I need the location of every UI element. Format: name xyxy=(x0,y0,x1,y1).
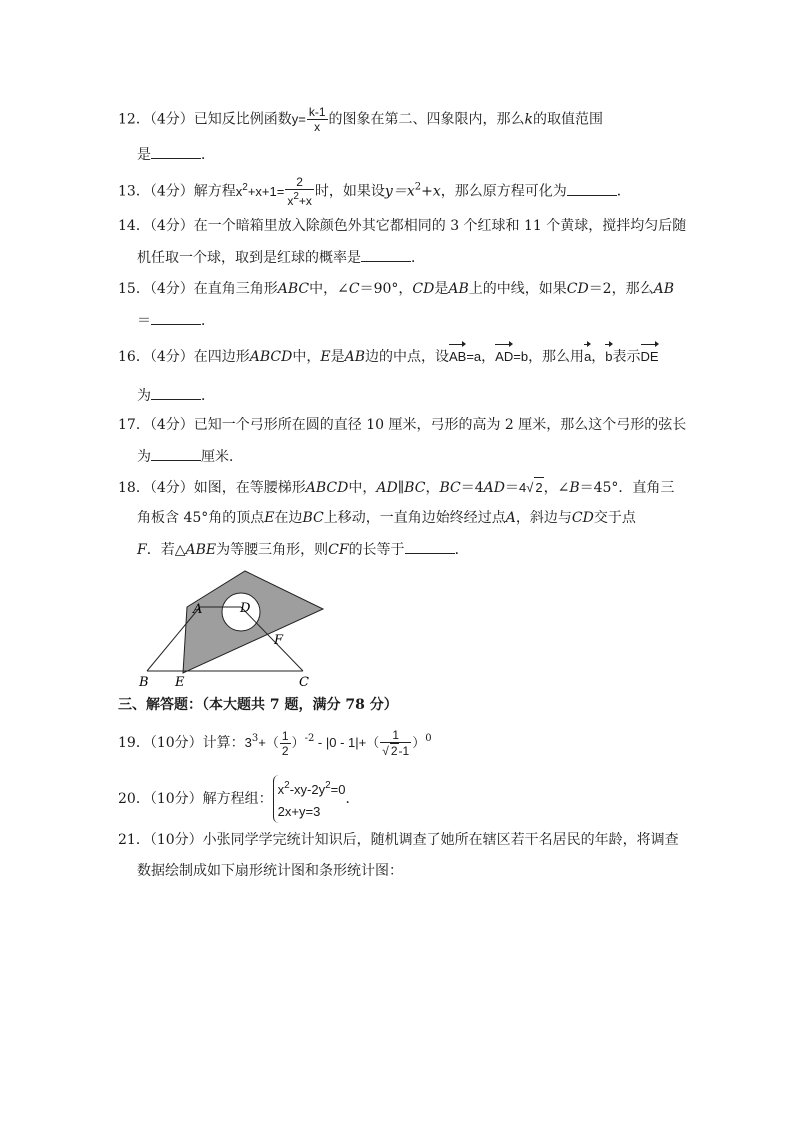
question-text: ，那么原方程可化为 xyxy=(440,183,567,200)
question-text: 的取值范围 xyxy=(533,111,603,128)
var: AB xyxy=(653,281,675,297)
fraction-denominator: x xyxy=(314,120,321,134)
substitution: y＝x xyxy=(384,183,415,200)
sqrt-radicand: 2 xyxy=(534,477,543,498)
var: BC xyxy=(439,480,461,496)
score: （10分） xyxy=(149,735,203,751)
punctuation: ． xyxy=(201,313,215,329)
geometry-figure xyxy=(135,565,335,690)
paren: ） xyxy=(291,735,305,750)
section-title: 三、解答题：（本大题共 7 题，满分 78 分） xyxy=(118,697,398,713)
question-number: 17． xyxy=(118,417,150,433)
fraction-numerator: 1 xyxy=(281,728,289,743)
label-a: A xyxy=(193,602,203,617)
question-text: ＝4 xyxy=(460,480,484,496)
var-x: x xyxy=(235,183,243,199)
substitution-rest: +x xyxy=(421,183,441,200)
sqrt-radicand: 2 xyxy=(390,744,398,758)
sqrt-symbol: √ xyxy=(526,480,534,495)
equation-rest: +x+1= xyxy=(247,183,285,199)
answer-blank[interactable] xyxy=(567,181,617,196)
fraction xyxy=(307,105,328,134)
punctuation: ． xyxy=(201,388,215,404)
function-lhs: y= xyxy=(291,111,306,127)
question-20 xyxy=(118,775,360,823)
question-15-line1 xyxy=(118,279,674,299)
vector-de: DE xyxy=(641,347,659,367)
var: AD xyxy=(483,480,505,496)
vector-eq: =a xyxy=(466,349,482,364)
expression: - |0 - 1|+（ xyxy=(314,735,380,750)
question-text: 的长等于 xyxy=(348,542,405,558)
var: A xyxy=(505,510,516,526)
label-b: B xyxy=(139,675,149,690)
var: CD xyxy=(566,281,589,297)
exponent: 2 xyxy=(284,780,290,791)
exponent: 0 xyxy=(425,733,432,744)
fraction-numerator: 2 xyxy=(285,175,314,190)
punctuation: ， xyxy=(591,349,606,365)
exponent: -2 xyxy=(304,733,315,744)
question-21-line2 xyxy=(137,861,403,881)
vector-ab: AB xyxy=(449,347,466,367)
fraction-denominator: 2 xyxy=(281,743,289,758)
question-15-line2 xyxy=(137,310,215,331)
answer-blank[interactable] xyxy=(151,385,201,400)
fraction-numerator: 1 xyxy=(380,728,411,743)
paren: ） xyxy=(412,735,426,750)
question-text: 为等腰三角形，则 xyxy=(216,542,329,558)
label-f: F xyxy=(274,633,284,648)
equation-mid: -xy-2y xyxy=(289,782,326,797)
question-text: 交于点 xyxy=(593,510,636,526)
question-text: 的图象在第二、四象限内，那么 xyxy=(328,111,525,128)
question-text: 机任取一个球，取到是红球的概率是 xyxy=(137,250,361,266)
question-text: ＝ xyxy=(504,480,519,496)
question-text: 数据绘制成如下扇形统计图和条形统计图： xyxy=(137,863,403,879)
punctuation: ， xyxy=(481,349,496,365)
score: （4分） xyxy=(149,349,194,365)
score: （4分） xyxy=(149,281,194,297)
question-text: 中， xyxy=(348,480,377,496)
equation-end: =0 xyxy=(330,782,346,797)
question-text: 为 xyxy=(137,388,151,404)
question-text: 在四边形 xyxy=(193,349,250,365)
question-text: 在直角三角形 xyxy=(193,281,278,297)
score: （4分） xyxy=(149,218,194,234)
question-text: 边的中点，设 xyxy=(365,349,449,365)
exponent: 2 xyxy=(414,181,422,193)
variable: k xyxy=(524,111,533,128)
fraction-denominator xyxy=(285,190,314,208)
fraction-half xyxy=(280,729,291,758)
base: 3 xyxy=(244,735,252,750)
question-text: 解方程 xyxy=(193,183,236,200)
question-text: 上移动，一直角边始终经过点 xyxy=(323,510,506,526)
denominator-rest: +x xyxy=(298,194,312,208)
punctuation: ． xyxy=(411,250,425,266)
question-text: 已知反比例函数 xyxy=(193,111,292,128)
punctuation: ． xyxy=(616,183,631,200)
denominator-rest: -1 xyxy=(398,744,410,758)
question-text: 是 xyxy=(330,349,345,365)
label-d: D xyxy=(240,601,251,616)
var: C xyxy=(348,281,360,297)
vector-ad: AD xyxy=(495,347,513,367)
exponent: 3 xyxy=(251,733,259,744)
question-number: 19． xyxy=(118,735,150,751)
question-text: 是 xyxy=(434,281,449,297)
question-text: 中， xyxy=(292,349,321,365)
punctuation: ． xyxy=(454,542,469,558)
question-17-line2 xyxy=(137,446,243,467)
question-text: ，那么用 xyxy=(528,349,585,365)
var: CF xyxy=(328,542,349,558)
question-text: ＝90°， xyxy=(359,281,413,297)
fraction-root xyxy=(380,728,411,758)
exponent: 2 xyxy=(293,191,299,202)
question-text: 如图，在等腰梯形 xyxy=(193,480,306,496)
score: （10分） xyxy=(149,832,203,848)
answer-blank[interactable] xyxy=(151,144,201,159)
sqrt-symbol: √ xyxy=(382,744,389,758)
coefficient: 4 xyxy=(518,480,527,495)
question-number: 12． xyxy=(118,111,150,128)
fraction-denominator xyxy=(380,743,411,758)
question-19 xyxy=(118,728,432,758)
question-18-line2 xyxy=(137,508,636,528)
question-text: ．若△ xyxy=(146,542,186,558)
question-text: 为 xyxy=(137,449,151,465)
question-21-line1 xyxy=(118,830,679,850)
question-text: 角板含 45°角的顶点 xyxy=(137,510,265,526)
score: （4分） xyxy=(149,183,194,200)
vector-a: a xyxy=(584,347,591,367)
question-text: ＝ xyxy=(137,313,151,329)
var: AB xyxy=(448,281,469,297)
answer-blank[interactable] xyxy=(361,247,411,262)
question-12-line1 xyxy=(118,105,603,134)
question-number: 14． xyxy=(118,218,150,234)
var: AD xyxy=(376,480,398,496)
question-12-line2 xyxy=(137,144,215,165)
answer-blank[interactable] xyxy=(151,310,201,325)
var: ABE xyxy=(185,542,217,558)
question-text: 解方程组： xyxy=(202,791,273,807)
var: B xyxy=(569,480,580,496)
equation-system xyxy=(273,775,346,823)
var: E xyxy=(320,349,331,365)
question-text: 时，如果设 xyxy=(314,183,385,200)
fraction-numerator: k-1 xyxy=(308,105,326,119)
vector-b: b xyxy=(605,347,612,367)
question-17-line1 xyxy=(118,415,686,435)
parallel-symbol: ∥ xyxy=(397,480,405,496)
question-18-line3 xyxy=(137,539,469,560)
var: CD xyxy=(412,281,435,297)
score: （4分） xyxy=(149,111,194,128)
question-number: 18． xyxy=(118,480,150,496)
question-text: 小张同学学完统计知识后，随机调查了她所在辖区若干名居民的年龄，将调查 xyxy=(202,832,679,848)
question-text: 表示 xyxy=(612,349,641,365)
question-text: 已知一个弓形所在圆的直径 10 厘米，弓形的高为 2 厘米，那么这个弓形的弦长 xyxy=(193,417,687,433)
question-text: ，斜边与 xyxy=(515,510,572,526)
question-16-line2 xyxy=(137,385,215,406)
question-number: 21． xyxy=(118,832,150,848)
var: ABCD xyxy=(249,349,293,365)
question-16-line1 xyxy=(118,347,659,367)
label-e: E xyxy=(175,675,185,690)
var: BC xyxy=(404,480,426,496)
question-text: 在边 xyxy=(274,510,303,526)
score: （10分） xyxy=(149,791,203,807)
var: AB xyxy=(344,349,365,365)
var: E xyxy=(264,510,275,526)
punctuation: ． xyxy=(201,147,215,163)
question-text: ＝2，那么 xyxy=(588,281,654,297)
question-18-line1 xyxy=(118,477,674,498)
score: （4分） xyxy=(149,480,194,496)
question-text: 上的中线，如果 xyxy=(468,281,567,297)
question-number: 16． xyxy=(118,349,150,365)
exponent: 2 xyxy=(325,780,331,791)
question-14-line1 xyxy=(118,216,686,236)
var: ABC xyxy=(277,281,310,297)
var-x: x xyxy=(287,194,294,208)
exponent: 2 xyxy=(242,181,248,193)
question-text: 计算： xyxy=(202,735,245,751)
var: ABCD xyxy=(305,480,349,496)
equation-lhs xyxy=(235,181,285,199)
question-13 xyxy=(118,175,631,208)
punctuation: ． xyxy=(345,791,360,807)
question-number: 20． xyxy=(118,791,150,807)
answer-blank[interactable] xyxy=(151,446,201,461)
label-c: C xyxy=(299,675,309,690)
question-text: 是 xyxy=(137,147,151,163)
vector-eq: =b xyxy=(513,349,529,364)
equation-2: 2x+y=3 xyxy=(277,804,321,819)
operator: +（ xyxy=(258,735,279,750)
answer-blank[interactable] xyxy=(405,539,455,554)
question-number: 13． xyxy=(118,183,150,200)
var: BC xyxy=(302,510,324,526)
question-text: 在一个暗箱里放入除颜色外其它都相同的 3 个红球和 11 个黄球，搅拌均匀后随 xyxy=(193,218,687,234)
fraction xyxy=(285,175,314,208)
question-text: ，∠ xyxy=(543,480,570,496)
question-text: ＝45°．直角三 xyxy=(579,480,675,496)
question-text: 中，∠ xyxy=(309,281,349,297)
question-number: 15． xyxy=(118,281,150,297)
var: F xyxy=(137,542,147,558)
var-x: x xyxy=(277,782,285,797)
equation-1 xyxy=(278,775,346,801)
question-text: 厘米． xyxy=(201,449,243,465)
var: CD xyxy=(571,510,594,526)
question-text: ， xyxy=(425,480,440,496)
score: （4分） xyxy=(149,417,194,433)
question-14-line2 xyxy=(137,247,425,268)
